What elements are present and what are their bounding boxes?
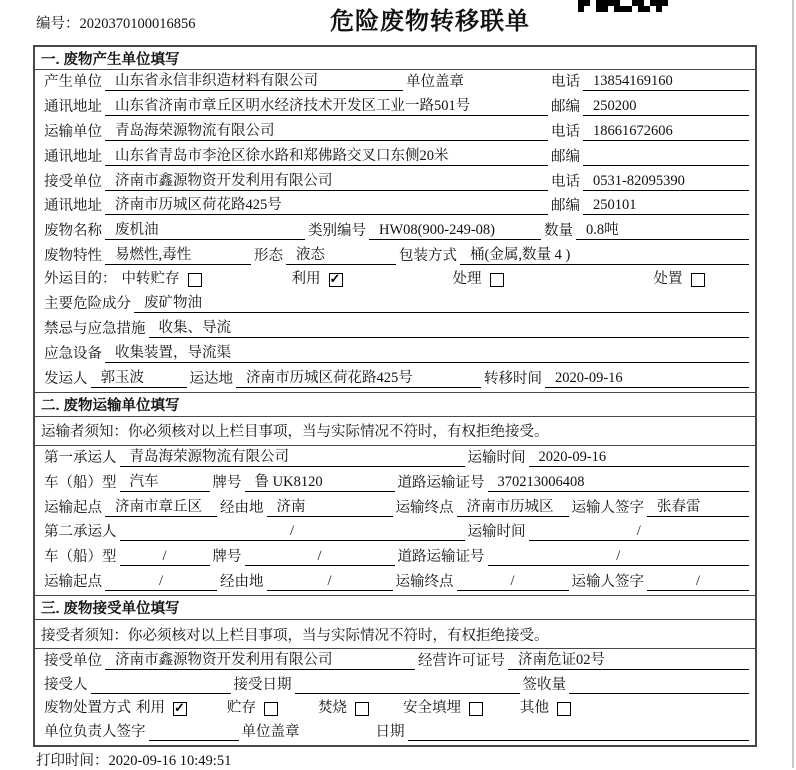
qr-code-icon (578, 0, 668, 12)
transfer-form-table (33, 45, 757, 747)
destination-label: 运达地 (189, 370, 233, 387)
producer-unit-value: 山东省永信非织造材料有限公司 (105, 72, 403, 91)
waste-name-label: 废物名称 (44, 223, 102, 240)
waste-category-code-value: HW08(900-249-08) (369, 221, 541, 240)
contraindication-emergency-measures-label: 禁忌与应急措施 (44, 320, 146, 337)
receiver-section-row (35, 721, 755, 745)
carrier-signature-2-label: 运输人签字 (571, 574, 644, 591)
transfer-purpose-label: 外运目的： (44, 271, 117, 288)
receiver-unit-label: 接受单位 (44, 173, 102, 190)
serial-number (36, 12, 196, 33)
plate-number-2-value: / (245, 547, 395, 566)
purpose-utilization-group (290, 271, 343, 288)
purpose-utilization-checkbox-icon (329, 273, 343, 287)
disposal-method-label: 废物处置方式 (44, 699, 131, 716)
disposal-other-checkbox-icon (557, 702, 571, 716)
disposal-incineration-checkbox-icon (355, 702, 369, 716)
producer-address-label: 通讯地址 (44, 98, 102, 115)
receiver-section-notice: 接受者须知：你必须核对以上栏目事项，当与实际情况不符时，有权拒绝接受。 (35, 620, 755, 649)
origin-1-label: 运输起点 (44, 499, 102, 516)
receiver-section-header: 三. 废物接受单位填写 (35, 595, 755, 620)
receive-date-label: 接受日期 (233, 677, 292, 694)
receiver-section-row (35, 698, 755, 721)
print-time (36, 749, 231, 770)
transport-postcode-label: 邮编 (551, 148, 580, 165)
disposal-incineration-label: 焚烧 (318, 699, 347, 716)
waste-characteristics-value: 易燃性,毒性 (105, 246, 251, 265)
waste-quantity-value: 0.8吨 (576, 221, 749, 240)
disposal-landfill-checkbox-icon (469, 702, 483, 716)
terminus-1-label: 运输终点 (395, 499, 454, 516)
receiver-person-label: 接受人 (44, 677, 88, 694)
received-quantity-value (569, 676, 749, 694)
plate-number-1-label: 牌号 (212, 474, 242, 491)
producer-section-row (35, 317, 755, 342)
qr-module (662, 6, 668, 12)
disposal-storage-group (225, 700, 278, 717)
producer-section-row (35, 292, 755, 317)
transport-section-header: 二. 废物运输单位填写 (35, 392, 755, 417)
receive-seal-date-value (408, 723, 750, 741)
producer-phone-label: 电话 (551, 73, 580, 90)
transport-section-row (35, 521, 755, 546)
transport-section-row (35, 446, 755, 471)
receiver-section-row (35, 674, 755, 698)
print-time-label: 打印时间： (36, 753, 109, 769)
transport-unit-label: 运输单位 (44, 123, 102, 140)
purpose-treatment-label: 处理 (452, 271, 482, 288)
receiver-unit-value: 济南市鑫源物资开发利用有限公司 (105, 172, 548, 191)
responsible-signature-value (149, 723, 239, 741)
disposal-utilization-label: 利用 (136, 699, 165, 716)
via-1-value: 济南 (267, 498, 393, 517)
business-license-number-value: 济南危证02号 (508, 651, 749, 670)
purpose-treatment-checkbox-icon (490, 273, 504, 287)
producer-section-row (35, 145, 755, 170)
main-hazardous-component-value: 废矿物油 (134, 294, 749, 313)
packaging-method-label: 包装方式 (399, 248, 457, 265)
packaging-method-value: 桶(金属,数量 4 ) (460, 246, 749, 265)
disposal-utilization-checkbox-icon (173, 702, 187, 716)
producer-section-row (35, 195, 755, 220)
receiver-address-label: 通讯地址 (44, 198, 102, 215)
purpose-transfer-storage-label: 中转贮存 (121, 271, 180, 288)
receive-date-value (295, 676, 520, 694)
transport-phone-value: 18661672606 (583, 122, 749, 141)
producer-section-row (35, 70, 755, 95)
transport-date-2-label: 运输时间 (467, 524, 526, 541)
serial-number-label: 编号： (36, 16, 80, 32)
producer-section-row (35, 269, 755, 292)
road-transport-cert-1-value: 370213006408 (488, 473, 750, 492)
transport-section-row (35, 471, 755, 496)
carrier-signature-2-value: / (647, 572, 749, 591)
transport-date-1-value: 2020-09-16 (529, 448, 750, 467)
receiver-address-value: 济南市历城区荷花路425号 (105, 196, 548, 215)
via-2-value: / (267, 572, 393, 591)
vehicle-type-1-label: 车（船）型 (44, 474, 117, 491)
page-edge-divider (792, 0, 794, 768)
producer-section-row (35, 170, 755, 195)
producer-section-row (35, 367, 755, 392)
purpose-transfer-storage-checkbox-icon (188, 273, 202, 287)
disposal-storage-label: 贮存 (227, 699, 256, 716)
waste-form-label: 形态 (254, 248, 283, 265)
producer-section-row (35, 219, 755, 244)
disposal-storage-checkbox-icon (264, 702, 278, 716)
producer-section-row (35, 244, 755, 269)
transport-date-1-label: 运输时间 (467, 449, 526, 466)
carrier-signature-1-value: 张春雷 (647, 498, 749, 517)
main-hazardous-component-label: 主要危险成分 (44, 296, 131, 313)
producer-section-header: 一. 废物产生单位填写 (35, 47, 755, 70)
receiver-unit-seal-label: 单位盖章 (241, 723, 300, 740)
receiver-person-value (91, 676, 231, 694)
vehicle-type-2-value: / (120, 547, 210, 566)
producer-address-value: 山东省济南市章丘区明水经济技术开发区工业一路501号 (105, 97, 548, 116)
origin-2-label: 运输起点 (44, 574, 102, 591)
disposal-other-label: 其他 (520, 699, 549, 716)
transport-unit-value: 青岛海荣源物流有限公司 (105, 122, 548, 141)
purpose-utilization-label: 利用 (291, 271, 321, 288)
producer-section-row (35, 120, 755, 145)
producer-unit-label: 产生单位 (44, 73, 102, 90)
terminus-2-value: / (457, 572, 569, 591)
waste-name-value: 废机油 (105, 221, 305, 240)
received-quantity-label: 签收量 (522, 677, 566, 694)
producer-postcode-value: 250200 (583, 97, 749, 116)
producer-phone-value: 13854169160 (583, 72, 749, 91)
transfer-date-label: 转移时间 (484, 370, 542, 387)
disposal-incineration-group (316, 700, 369, 717)
transport-postcode-value (583, 148, 749, 166)
transport-section-row (35, 570, 755, 595)
waste-characteristics-label: 废物特性 (44, 248, 102, 265)
transport-address-value: 山东省青岛市李沧区徐水路和郑佛路交叉口东侧20米 (105, 147, 548, 166)
transport-section-notice: 运输者须知：你必须核对以上栏目事项，当与实际情况不符时，有权拒绝接受。 (35, 417, 755, 446)
second-carrier-value: / (120, 522, 465, 541)
emergency-equipment-label: 应急设备 (44, 345, 102, 362)
waste-quantity-label: 数量 (544, 223, 573, 240)
business-license-number-label: 经营许可证号 (418, 653, 505, 670)
receiving-unit-label: 接受单位 (44, 653, 102, 670)
page-title: 危险废物转移联单 (330, 8, 530, 35)
purpose-disposal-label: 处置 (653, 271, 683, 288)
print-time-value: 2020-09-16 10:49:51 (108, 753, 232, 769)
receiver-postcode-label: 邮编 (551, 198, 580, 215)
purpose-disposal-group (652, 271, 705, 288)
responsible-signature-label: 单位负责人签字 (44, 723, 146, 740)
terminus-2-label: 运输终点 (395, 574, 454, 591)
first-carrier-value: 青岛海荣源物流有限公司 (120, 448, 465, 467)
producer-section-row (35, 342, 755, 367)
consignor-label: 发运人 (44, 370, 88, 387)
receiver-phone-value: 0531-82095390 (583, 172, 749, 191)
disposal-utilization-group (134, 700, 187, 717)
purpose-disposal-checkbox-icon (691, 273, 705, 287)
destination-value: 济南市历城区荷花路425号 (236, 369, 481, 388)
second-carrier-label: 第二承运人 (44, 524, 117, 541)
receiving-unit-value: 济南市鑫源物资开发利用有限公司 (105, 651, 415, 670)
via-1-label: 经由地 (220, 499, 264, 516)
transport-phone-label: 电话 (551, 123, 580, 140)
contraindication-emergency-measures-value: 收集、导流 (149, 319, 750, 338)
origin-2-value: / (105, 572, 217, 591)
transport-section-row (35, 545, 755, 570)
emergency-equipment-value: 收集装置，导流渠 (105, 344, 749, 363)
transport-address-label: 通讯地址 (44, 148, 102, 165)
road-transport-cert-2-value: / (488, 547, 750, 566)
vehicle-type-2-label: 车（船）型 (44, 549, 117, 566)
unit-seal-label: 单位盖章 (406, 73, 464, 90)
disposal-other-group (518, 700, 571, 717)
transfer-date-value: 2020-09-16 (545, 369, 749, 388)
producer-postcode-label: 邮编 (551, 98, 580, 115)
origin-1-value: 济南市章丘区 (105, 498, 217, 517)
transport-section-row (35, 496, 755, 521)
vehicle-type-1-value: 汽车 (120, 473, 210, 492)
disposal-landfill-label: 安全填埋 (403, 699, 461, 716)
transport-date-2-value: / (529, 522, 750, 541)
serial-number-value: 2020370100016856 (79, 16, 196, 32)
plate-number-2-label: 牌号 (212, 549, 242, 566)
disposal-landfill-group (401, 700, 483, 717)
receive-seal-date-label: 日期 (375, 723, 405, 740)
receiver-phone-label: 电话 (551, 173, 580, 190)
receiver-postcode-value: 250101 (583, 196, 749, 215)
purpose-treatment-group (451, 271, 504, 288)
terminus-1-value: 济南市历城区 (457, 498, 569, 517)
producer-section-row (35, 95, 755, 120)
purpose-transfer-storage-group (120, 271, 202, 288)
via-2-label: 经由地 (220, 574, 264, 591)
carrier-signature-1-label: 运输人签字 (571, 499, 644, 516)
waste-category-code-label: 类别编号 (308, 223, 366, 240)
consignor-value: 郭玉波 (91, 369, 187, 388)
road-transport-cert-1-label: 道路运输证号 (397, 474, 485, 491)
qr-row (578, 6, 668, 12)
road-transport-cert-2-label: 道路运输证号 (397, 549, 485, 566)
receiver-section-row (35, 649, 755, 674)
first-carrier-label: 第一承运人 (44, 449, 117, 466)
plate-number-1-value: 鲁 UK8120 (245, 473, 395, 492)
waste-form-value: 液态 (286, 246, 396, 265)
